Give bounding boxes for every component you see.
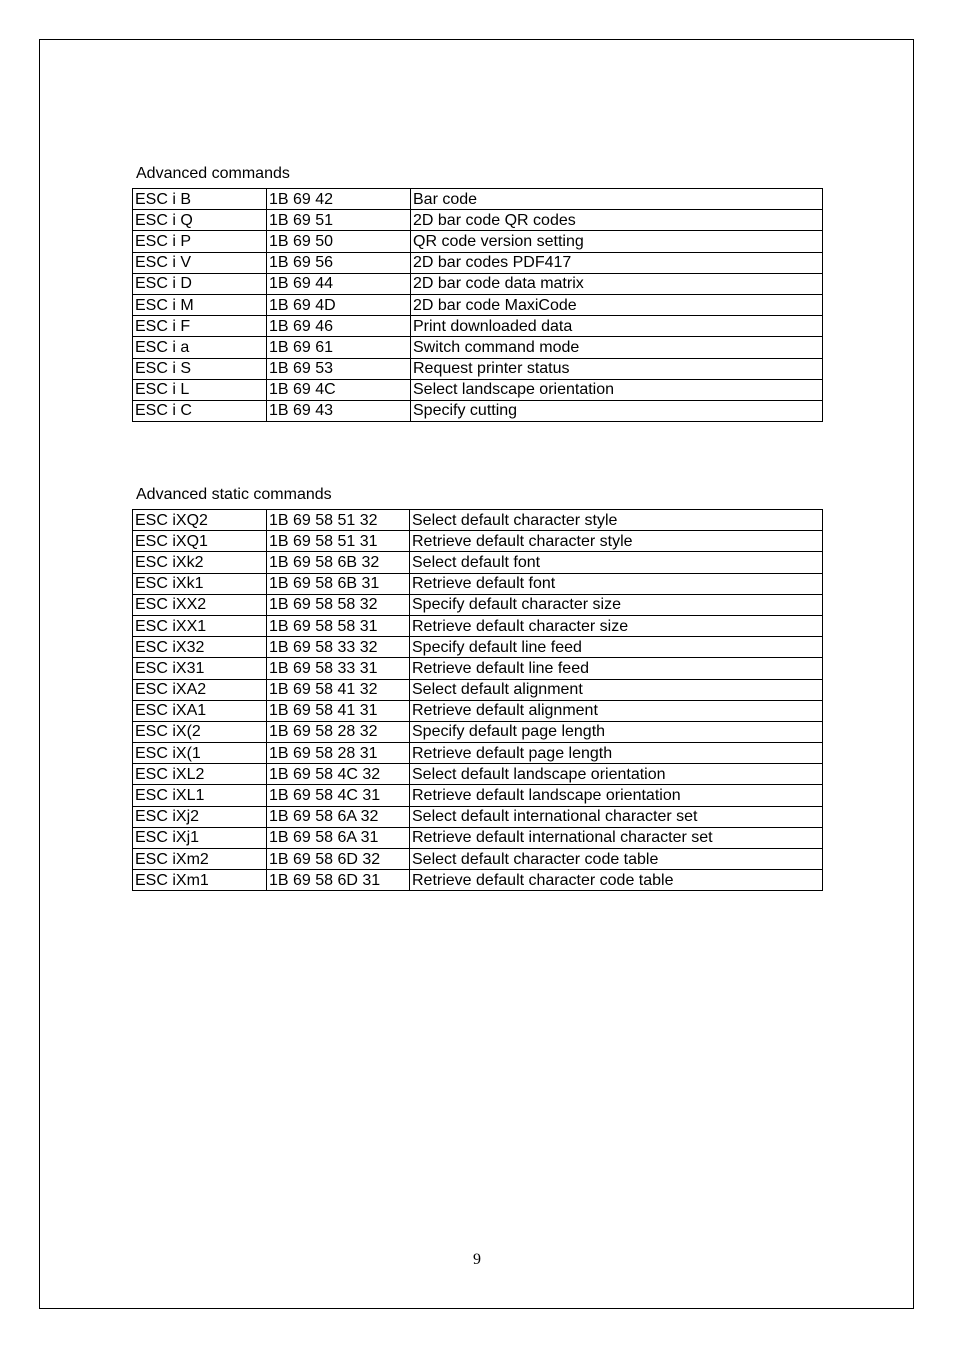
- description-cell: Specify cutting: [411, 400, 823, 421]
- table-row: [133, 785, 823, 806]
- hex-code-cell: 1B 69 58 6A 32: [267, 806, 410, 827]
- description-cell: Specify default character size: [410, 594, 823, 615]
- description-cell: 2D bar code MaxiCode: [411, 294, 823, 315]
- hex-code-cell: 1B 69 58 6D 32: [267, 849, 410, 870]
- command-cell: ESC i V: [133, 252, 267, 273]
- table-row: [133, 700, 823, 721]
- table-row: [133, 294, 823, 315]
- command-cell: ESC i F: [133, 316, 267, 337]
- table-row: [133, 721, 823, 742]
- table-row: [133, 743, 823, 764]
- description-cell: Select default font: [410, 552, 823, 573]
- table-row: [133, 806, 823, 827]
- hex-code-cell: 1B 69 42: [267, 189, 411, 210]
- description-cell: Select default international character set: [410, 806, 823, 827]
- advanced-commands-title: Advanced commands: [136, 165, 290, 182]
- description-cell: Select default landscape orientation: [410, 764, 823, 785]
- page-number: 9: [473, 1251, 481, 1268]
- table-row: [133, 849, 823, 870]
- description-cell: Retrieve default landscape orientation: [410, 785, 823, 806]
- hex-code-cell: 1B 69 58 6A 31: [267, 827, 410, 848]
- command-cell: ESC iXQ2: [133, 510, 267, 531]
- hex-code-cell: 1B 69 58 41 32: [267, 679, 410, 700]
- description-cell: Select default alignment: [410, 679, 823, 700]
- description-cell: Retrieve default alignment: [410, 700, 823, 721]
- hex-code-cell: 1B 69 58 58 32: [267, 594, 410, 615]
- command-cell: ESC i Q: [133, 210, 267, 231]
- description-cell: Switch command mode: [411, 337, 823, 358]
- table-row: [133, 573, 823, 594]
- table-row: [133, 316, 823, 337]
- hex-code-cell: 1B 69 58 6B 31: [267, 573, 410, 594]
- command-cell: ESC i a: [133, 337, 267, 358]
- table-row: [133, 594, 823, 615]
- description-cell: Select landscape orientation: [411, 379, 823, 400]
- description-cell: 2D bar code data matrix: [411, 273, 823, 294]
- table-row: [133, 210, 823, 231]
- description-cell: 2D bar code QR codes: [411, 210, 823, 231]
- command-cell: ESC iXL2: [133, 764, 267, 785]
- description-cell: Retrieve default character size: [410, 615, 823, 636]
- hex-code-cell: 1B 69 46: [267, 316, 411, 337]
- table-row: [133, 679, 823, 700]
- description-cell: Retrieve default international character set: [410, 827, 823, 848]
- hex-code-cell: 1B 69 58 51 31: [267, 531, 410, 552]
- table-row: [133, 231, 823, 252]
- description-cell: Select default character style: [410, 510, 823, 531]
- description-cell: Retrieve default font: [410, 573, 823, 594]
- command-cell: ESC iXk2: [133, 552, 267, 573]
- description-cell: Request printer status: [411, 358, 823, 379]
- description-cell: Retrieve default character code table: [410, 870, 823, 891]
- description-cell: Print downloaded data: [411, 316, 823, 337]
- description-cell: 2D bar codes PDF417: [411, 252, 823, 273]
- advanced-static-commands-table: [132, 509, 823, 891]
- hex-code-cell: 1B 69 56: [267, 252, 411, 273]
- hex-code-cell: 1B 69 53: [267, 358, 411, 379]
- hex-code-cell: 1B 69 58 6D 31: [267, 870, 410, 891]
- command-cell: ESC iXA1: [133, 700, 267, 721]
- command-cell: ESC i L: [133, 379, 267, 400]
- table-row: [133, 827, 823, 848]
- hex-code-cell: 1B 69 51: [267, 210, 411, 231]
- table-row: [133, 531, 823, 552]
- hex-code-cell: 1B 69 43: [267, 400, 411, 421]
- hex-code-cell: 1B 69 58 33 31: [267, 658, 410, 679]
- table-row: [133, 870, 823, 891]
- hex-code-cell: 1B 69 4C: [267, 379, 411, 400]
- hex-code-cell: 1B 69 44: [267, 273, 411, 294]
- command-cell: ESC iXL1: [133, 785, 267, 806]
- command-cell: ESC iX(1: [133, 743, 267, 764]
- command-cell: ESC i M: [133, 294, 267, 315]
- table-row: [133, 189, 823, 210]
- table-row: [133, 658, 823, 679]
- advanced-commands-table: [132, 188, 823, 422]
- hex-code-cell: 1B 69 58 4C 31: [267, 785, 410, 806]
- hex-code-cell: 1B 69 58 6B 32: [267, 552, 410, 573]
- command-cell: ESC i C: [133, 400, 267, 421]
- table-row: [133, 358, 823, 379]
- description-cell: Retrieve default character style: [410, 531, 823, 552]
- hex-code-cell: 1B 69 50: [267, 231, 411, 252]
- command-cell: ESC iXA2: [133, 679, 267, 700]
- table-row: [133, 637, 823, 658]
- command-cell: ESC i P: [133, 231, 267, 252]
- description-cell: Select default character code table: [410, 849, 823, 870]
- command-cell: ESC i D: [133, 273, 267, 294]
- command-cell: ESC iX(2: [133, 721, 267, 742]
- table-row: [133, 764, 823, 785]
- command-cell: ESC iXX1: [133, 615, 267, 636]
- table-row: [133, 337, 823, 358]
- table-row: [133, 400, 823, 421]
- hex-code-cell: 1B 69 58 28 31: [267, 743, 410, 764]
- table-row: [133, 552, 823, 573]
- description-cell: Retrieve default page length: [410, 743, 823, 764]
- command-cell: ESC i B: [133, 189, 267, 210]
- command-cell: ESC iXX2: [133, 594, 267, 615]
- table-row: [133, 273, 823, 294]
- hex-code-cell: 1B 69 58 28 32: [267, 721, 410, 742]
- hex-code-cell: 1B 69 4D: [267, 294, 411, 315]
- description-cell: Specify default line feed: [410, 637, 823, 658]
- description-cell: Specify default page length: [410, 721, 823, 742]
- hex-code-cell: 1B 69 61: [267, 337, 411, 358]
- command-cell: ESC iX31: [133, 658, 267, 679]
- command-cell: ESC iX32: [133, 637, 267, 658]
- description-cell: Bar code: [411, 189, 823, 210]
- description-cell: QR code version setting: [411, 231, 823, 252]
- hex-code-cell: 1B 69 58 4C 32: [267, 764, 410, 785]
- command-cell: ESC iXj1: [133, 827, 267, 848]
- table-row: [133, 379, 823, 400]
- table-row: [133, 252, 823, 273]
- command-cell: ESC iXQ1: [133, 531, 267, 552]
- command-cell: ESC i S: [133, 358, 267, 379]
- description-cell: Retrieve default line feed: [410, 658, 823, 679]
- command-cell: ESC iXm2: [133, 849, 267, 870]
- table-row: [133, 510, 823, 531]
- hex-code-cell: 1B 69 58 51 32: [267, 510, 410, 531]
- command-cell: ESC iXk1: [133, 573, 267, 594]
- command-cell: ESC iXj2: [133, 806, 267, 827]
- advanced-static-commands-title: Advanced static commands: [136, 486, 332, 503]
- hex-code-cell: 1B 69 58 33 32: [267, 637, 410, 658]
- hex-code-cell: 1B 69 58 41 31: [267, 700, 410, 721]
- command-cell: ESC iXm1: [133, 870, 267, 891]
- table-row: [133, 615, 823, 636]
- hex-code-cell: 1B 69 58 58 31: [267, 615, 410, 636]
